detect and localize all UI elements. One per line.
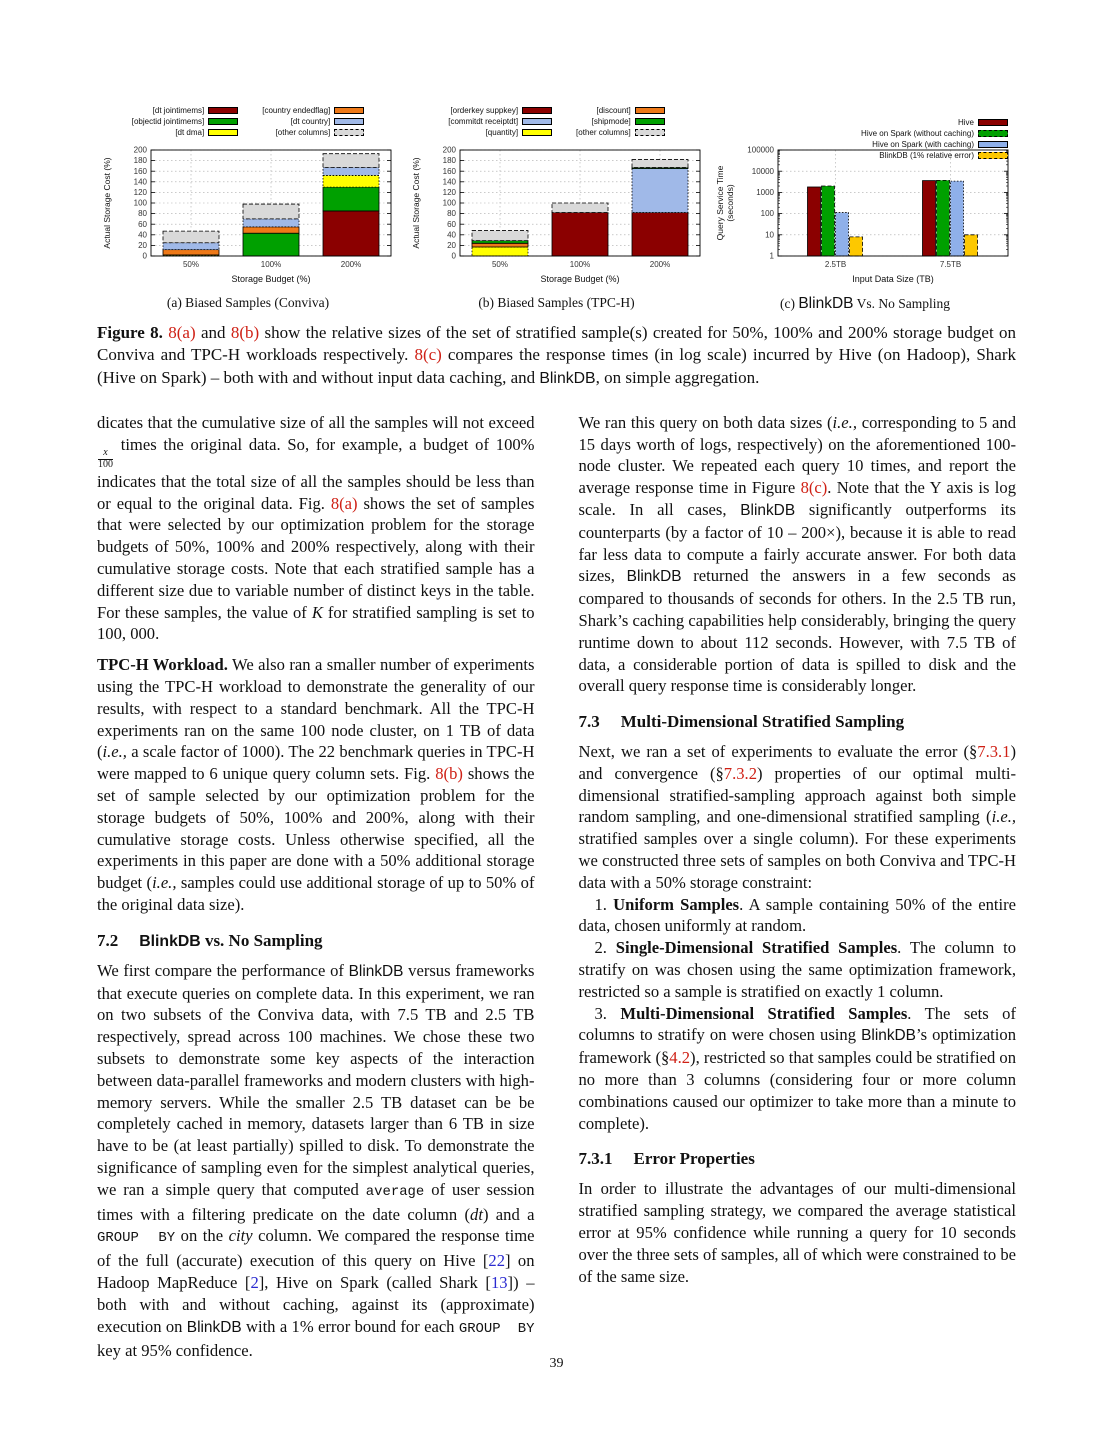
list-item <box>579 937 1017 1002</box>
paragraph <box>579 1178 1017 1287</box>
chart-c-caption <box>714 295 1016 313</box>
bar <box>965 235 978 256</box>
text-run: In order to illustrate the advantages of our multi-dimensional stratified sampling strategy, we compared the average statistical error at 95% confidence while running a query for 10 seconds over the three sets of samples, all of which were constrained to be of the same size. <box>578 1179 1016 1286</box>
legend-label: [other columns] <box>275 128 331 137</box>
legend-column <box>132 106 238 137</box>
text-run: . The column to stratify on was chosen using the same optimization framework, restricted so a sample is stratified on exactly 1 column. <box>578 938 1017 1001</box>
text-run: ) and a <box>482 1204 535 1224</box>
legend-item <box>132 117 238 126</box>
svg-text:200%: 200% <box>340 260 362 269</box>
legend-item <box>576 128 665 137</box>
svg-text:Storage Budget (%): Storage Budget (%) <box>231 274 311 284</box>
text-run: Figure 8. <box>97 323 163 342</box>
svg-text:100: 100 <box>442 198 456 208</box>
text-run: stratified samples over a single column). For these experiments we constructed three sets of samples on both Conviva and TPC-H data with a 50% storage constraint: <box>578 829 1016 892</box>
legend-item <box>448 117 552 126</box>
text-run: ), restricted so that samples could be stratified on no more than 3 columns (considering four or more column combinations caused our optimizer to take more than a minute to complete). <box>578 1048 1017 1133</box>
chart-b-legend <box>406 102 708 144</box>
bar-segment <box>632 169 688 213</box>
bar-segment <box>552 203 608 213</box>
text-run: BlinkDB <box>798 295 854 312</box>
legend-item <box>576 117 665 126</box>
internal-ref-link[interactable]: 8(a) <box>168 323 196 342</box>
legend-item <box>879 151 1008 160</box>
svg-text:80: 80 <box>138 209 147 219</box>
bar <box>937 180 950 256</box>
figure-caption <box>97 322 1016 390</box>
charts-row <box>97 102 1016 313</box>
legend-label: [country endedflag] <box>262 106 331 115</box>
text-run: . Note that the Y axis is log scale. In all cases, <box>578 478 1016 519</box>
bar-segment <box>323 175 379 187</box>
text-run: i.e., <box>102 742 127 762</box>
text-run: ) and convergence (§ <box>578 742 1016 783</box>
legend-swatch <box>334 129 364 136</box>
chart-c-plot <box>714 144 1016 292</box>
legend-label: [other columns] <box>576 128 631 137</box>
legend-label: [objectid jointimems] <box>131 117 205 126</box>
text-run: Multi-Dimensional Stratified Sampling <box>620 712 905 732</box>
column-right <box>579 412 1017 1362</box>
chart-a-panel <box>97 102 399 313</box>
text-run: (c) <box>779 296 799 311</box>
internal-ref-link[interactable]: 8(b) <box>435 764 463 784</box>
svg-text:180: 180 <box>133 156 147 166</box>
internal-ref-link[interactable]: 7.3.1 <box>977 742 1011 762</box>
bar-segment <box>323 187 379 211</box>
text-run: i.e., <box>991 807 1016 827</box>
svg-text:100: 100 <box>133 198 147 208</box>
legend-column <box>576 106 665 137</box>
legend-swatch <box>978 152 1008 159</box>
text-run: ]) – both with and without caching, against its (approximate) execution on <box>97 1272 535 1336</box>
text-run: BlinkDB <box>139 932 201 950</box>
legend-swatch <box>978 141 1008 148</box>
bar-segment <box>323 154 379 168</box>
svg-text:50%: 50% <box>491 260 508 269</box>
figure-8 <box>97 102 1016 390</box>
svg-text:120: 120 <box>442 188 456 197</box>
text-run: shows the set of samples that were selected by our optimization problem for the storage budgets of 50%, 100% and 200% respectively, along with their cumulative storage costs. Note that each stratified sample has a different size due to variable number of distinct keys in the table. For these samples, the value of <box>97 493 535 622</box>
legend-swatch <box>978 119 1008 126</box>
legend-swatch <box>635 107 665 114</box>
svg-text:80: 80 <box>446 209 456 219</box>
bar-segment <box>163 231 219 243</box>
legend-item <box>576 106 665 115</box>
section-number: 7.3.1 <box>578 1149 613 1169</box>
chart-a-plot <box>97 144 399 292</box>
text-run: BlinkDB <box>186 1318 242 1336</box>
text-run: We first compare the performance of <box>97 960 349 980</box>
bar-segment <box>323 211 379 256</box>
paragraph <box>97 412 535 646</box>
legend-swatch <box>978 130 1008 137</box>
text-run: BlinkDB <box>861 1027 916 1045</box>
text-run: ], Hive on Spark (called Shark [ <box>258 1272 491 1292</box>
legend-item <box>262 106 364 115</box>
svg-text:40: 40 <box>446 230 456 240</box>
inline-fraction: $\frac{x}{100}$ <box>98 447 113 470</box>
text-run: samples could use additional storage of up to 50% of the original data size). <box>97 873 535 915</box>
section-heading <box>579 712 1017 732</box>
legend-label: Hive on Spark (without caching) <box>861 129 974 138</box>
svg-text:120: 120 <box>133 188 147 197</box>
text-run: times the original data. So, for example, a budget of 100% indicates that the total size of all the samples should be less than or equal to the original data. Fig. <box>97 434 535 513</box>
paragraph <box>579 412 1017 697</box>
svg-text:100: 100 <box>760 209 774 219</box>
text-run: a scale factor of 1000). The 22 benchmark queries in TPC-H were mapped to 6 unique query column sets. Fig. <box>97 742 535 784</box>
internal-ref-link[interactable]: 8(a) <box>330 493 358 513</box>
svg-text:140: 140 <box>133 177 147 187</box>
text-run: GROUP BY <box>97 1230 176 1247</box>
legend-swatch <box>334 118 364 125</box>
text-run: BlinkDB <box>348 962 404 980</box>
text-run: column. We compared the response time of the full (accurate) execution of this query on Hive [ <box>97 1226 535 1271</box>
paragraph <box>579 741 1017 894</box>
text-run: Multi-Dimensional Stratified Samples <box>620 1003 908 1023</box>
legend-item <box>861 129 1008 138</box>
text-run: . A sample containing 50% of the entire data, chosen uniformly at random. <box>578 894 1017 936</box>
legend-item <box>448 106 552 115</box>
svg-text:0: 0 <box>451 251 456 261</box>
legend-label: [discount] <box>596 106 631 115</box>
text-run: ’s optimization framework (§ <box>578 1025 1016 1068</box>
text-run: . The sets of columns to stratify on were chosen using <box>578 1003 1017 1045</box>
bar-segment <box>632 160 688 168</box>
text-run: compares the response times (in log scale) incurred by Hive (on Hadoop), Shark (Hive on Spark) – both with and without input data caching, and <box>97 345 1016 387</box>
text-run: ] on Hadoop MapReduce [ <box>97 1251 535 1292</box>
legend-item <box>262 117 364 126</box>
paragraph <box>97 960 535 1362</box>
bar-segment <box>323 167 379 175</box>
text-run: city <box>228 1226 253 1246</box>
bar <box>836 213 849 256</box>
text-run: BlinkDB <box>740 501 796 519</box>
bar <box>923 181 936 256</box>
legend-swatch <box>208 107 238 114</box>
bar-segment <box>243 219 299 227</box>
text-run: on the <box>175 1226 229 1246</box>
svg-text:Storage Budget (%): Storage Budget (%) <box>539 274 620 284</box>
legend-item <box>958 118 1008 127</box>
text-run: dicates that the cumulative size of all the samples will not exceed <box>97 412 535 432</box>
section-title <box>621 712 904 732</box>
text-run: BlinkDB <box>539 369 596 387</box>
legend-column <box>262 106 364 137</box>
svg-text:40: 40 <box>138 230 147 240</box>
chart-b-plot <box>406 144 708 292</box>
svg-text:Query Service Time: Query Service Time <box>715 165 725 241</box>
legend-item <box>132 128 238 137</box>
column-left <box>97 412 535 1362</box>
section-number: 7.2 <box>97 930 119 950</box>
chart-a-legend <box>97 102 399 144</box>
page-number: 39 <box>549 1356 564 1371</box>
text-run: dt <box>470 1204 483 1224</box>
legend-label: [commitdt receiptdt] <box>448 117 519 126</box>
svg-text:1: 1 <box>769 251 774 261</box>
internal-ref-link[interactable]: 8(c) <box>800 478 828 498</box>
legend-label: [orderkey suppkey] <box>450 106 519 115</box>
text-run: corresponding to 5 and 15 days worth of logs, respectively) on the aforementioned 100-node cluster. We repeated each query 10 times, and report the average response time in Figure <box>578 412 1017 498</box>
bar <box>951 181 964 256</box>
svg-text:20: 20 <box>138 241 147 250</box>
text-run: ) properties of our optimal multi-dimensional stratified-sampling approach against both simple random sampling, and one-dimensional stratified sampling ( <box>578 763 1016 827</box>
text-run: (b) Biased Samples (TPC-H) <box>478 295 635 310</box>
svg-text:140: 140 <box>442 177 456 187</box>
chart-b-caption <box>406 295 708 311</box>
text-run: average <box>365 1183 425 1200</box>
legend-label: BlinkDB (1% relative error) <box>879 151 974 160</box>
paragraph <box>97 654 535 916</box>
svg-text:0: 0 <box>142 251 147 261</box>
svg-text:Input Data Size (TB): Input Data Size (TB) <box>852 274 934 284</box>
text-run: K <box>311 602 323 622</box>
list-item <box>579 894 1017 938</box>
text-run: with a 1% error bound for each <box>241 1316 459 1336</box>
legend-swatch <box>522 107 552 114</box>
chart-c-legend <box>861 118 1008 160</box>
svg-text:160: 160 <box>133 166 147 176</box>
text-run: Single-Dimensional Stratified Samples <box>615 938 898 958</box>
svg-text:160: 160 <box>442 166 456 176</box>
section-number: 7.3 <box>578 712 600 732</box>
section-title <box>634 1149 755 1169</box>
text-run: i.e., <box>832 412 857 432</box>
svg-text:100%: 100% <box>260 260 282 269</box>
chart-b-panel <box>406 102 708 313</box>
legend-swatch <box>208 118 238 125</box>
svg-text:2.5TB: 2.5TB <box>824 260 847 269</box>
text-run: We also ran a smaller number of experiments using the TPC-H workload to demonstrate the generality of our results, with respect to a standard benchmark. All the TPC-H experiments ran on the same 100 node cluster, on 1 TB of data ( <box>97 655 535 762</box>
citation-link[interactable]: 13 <box>490 1272 508 1292</box>
citation-link[interactable]: 2 <box>250 1272 259 1292</box>
text-run: 1. <box>594 894 614 914</box>
svg-text:200: 200 <box>133 145 147 155</box>
text-run: and <box>195 323 231 342</box>
legend-swatch <box>635 118 665 125</box>
svg-text:200%: 200% <box>649 260 670 269</box>
svg-text:180: 180 <box>442 156 456 166</box>
svg-text:60: 60 <box>138 219 147 229</box>
internal-ref-link[interactable]: 4.2 <box>669 1048 691 1068</box>
bar-segment <box>163 250 219 255</box>
legend-swatch <box>208 129 238 136</box>
legend-label: [shipmode] <box>591 117 631 126</box>
svg-text:100%: 100% <box>569 260 590 269</box>
svg-text:200: 200 <box>442 145 456 155</box>
text-run: for stratified sampling is set to 100, 000. <box>97 602 535 644</box>
text-run: TPC-H Workload. <box>97 655 228 675</box>
bar-segment <box>243 227 299 233</box>
bar <box>822 186 835 256</box>
svg-text:50%: 50% <box>182 260 200 269</box>
list-item <box>579 1003 1017 1135</box>
bar <box>850 237 863 256</box>
svg-text:100000: 100000 <box>747 145 774 155</box>
svg-text:(seconds): (seconds) <box>725 184 735 222</box>
bar-segment <box>472 231 528 241</box>
internal-ref-link[interactable]: 7.3.2 <box>723 763 757 783</box>
text-run: We ran this query on both data sizes ( <box>578 412 833 432</box>
legend-item <box>448 128 552 137</box>
section-heading <box>579 1149 1017 1169</box>
bar-segment <box>552 213 608 256</box>
svg-text:Actual Storage Cost (%): Actual Storage Cost (%) <box>102 157 112 249</box>
legend-swatch <box>334 107 364 114</box>
legend-label: [dt country] <box>290 117 331 126</box>
legend-label: [dt dma] <box>175 128 205 137</box>
svg-text:7.5TB: 7.5TB <box>939 260 962 269</box>
bar-segment <box>163 243 219 250</box>
svg-text:1000: 1000 <box>756 188 774 197</box>
page-content <box>97 102 1016 1362</box>
section-title <box>139 931 322 951</box>
text-run: versus frameworks that execute queries on complete data. In this experiment, we ran on two subsets of the Conviva data, with 7.5 TB and 2.5 TB respectively, spread across 100 machines. We chose these two subsets to demonstrate some key aspects of the interaction between data-parallel frameworks and modern clusters with high-memory servers. While the smaller 2.5 TB dataset can be be completely cached in memory, datasets larger than 6 TB in size have to be (at least partially) spilled to disk. To demonstrate the significance of sampling even for the simplest analytical queries, we ran a simple query that computed <box>97 960 535 1199</box>
legend-swatch <box>522 129 552 136</box>
body-columns <box>97 412 1016 1362</box>
legend-item <box>262 128 364 137</box>
internal-ref-link[interactable]: 8(b) <box>230 323 260 342</box>
text-run: show the relative sizes of the set of stratified sample(s) created for 50%, 100% and 200% storage budget on Conviva and TPC-H workloads respectively. <box>97 323 1017 365</box>
svg-text:Actual Storage Cost (%): Actual Storage Cost (%) <box>410 157 421 249</box>
citation-link[interactable]: 22 <box>488 1251 506 1271</box>
text-run: Uniform Samples <box>613 894 740 914</box>
legend-column <box>448 106 552 137</box>
text-run: significantly outperforms its counterparts (by a factor of 10 – 200×), because it is able to read far less data to compute a fairly accurate answer. For both data sizes, <box>578 499 1016 586</box>
bar-segment <box>632 213 688 256</box>
legend-swatch <box>522 118 552 125</box>
internal-ref-link[interactable]: 8(c) <box>414 345 442 365</box>
legend-swatch <box>635 129 665 136</box>
legend-label: [quantity] <box>485 128 519 137</box>
text-run: 2. <box>594 938 616 958</box>
text-run: 3. <box>594 1003 621 1023</box>
legend-label: [dt jointimems] <box>152 106 205 115</box>
bar-segment <box>472 247 528 256</box>
text-run: Error Properties <box>633 1149 755 1169</box>
legend-label: Hive on Spark (with caching) <box>872 140 974 149</box>
text-run: BlinkDB <box>626 568 682 586</box>
svg-text:20: 20 <box>446 241 456 250</box>
text-run: Vs. No Sampling <box>853 296 950 311</box>
svg-text:10: 10 <box>765 230 774 240</box>
text-run: Next, we ran a set of experiments to evaluate the error (§ <box>578 742 978 762</box>
bar-segment <box>243 204 299 219</box>
legend-label: Hive <box>957 118 974 127</box>
text-run: , on simple aggregation. <box>595 367 760 387</box>
chart-a-caption <box>97 295 399 311</box>
text-run: GROUP BY <box>458 1320 535 1337</box>
chart-c-panel <box>714 102 1016 313</box>
text-run: shows the set of sample selected by our optimization problem for the storage budgets of 50%, 100% and 200%, along with their cumulative storage costs. Unless otherwise specified, all the experiments in this paper are done with a 50% additional storage budget ( <box>97 764 535 893</box>
text-run: i.e., <box>152 873 177 893</box>
svg-text:60: 60 <box>446 219 456 229</box>
legend-item <box>132 106 238 115</box>
svg-text:10000: 10000 <box>751 166 774 176</box>
bar-segment <box>243 233 299 256</box>
legend-item <box>872 140 1008 149</box>
text-run: returned the answers in a few seconds as compared to thousands of seconds for others. In the 2.5 TB run, Shark’s caching capabilities help considerably, bringing the query runtime down to about 112 seconds. However, with 7.5 TB of data, a considerable portion of data is spilled to disk and the overall query response time is considerably longer. <box>578 566 1016 696</box>
bar <box>808 187 821 256</box>
section-heading <box>97 931 535 951</box>
text-run: of user session times with a filtering predicate on the date column ( <box>97 1179 535 1224</box>
text-run: (a) Biased Samples (Conviva) <box>166 295 330 310</box>
bar-segment <box>472 243 528 247</box>
text-run: key at 95% confidence. <box>97 1341 253 1361</box>
text-run: vs. No Sampling <box>200 930 323 950</box>
